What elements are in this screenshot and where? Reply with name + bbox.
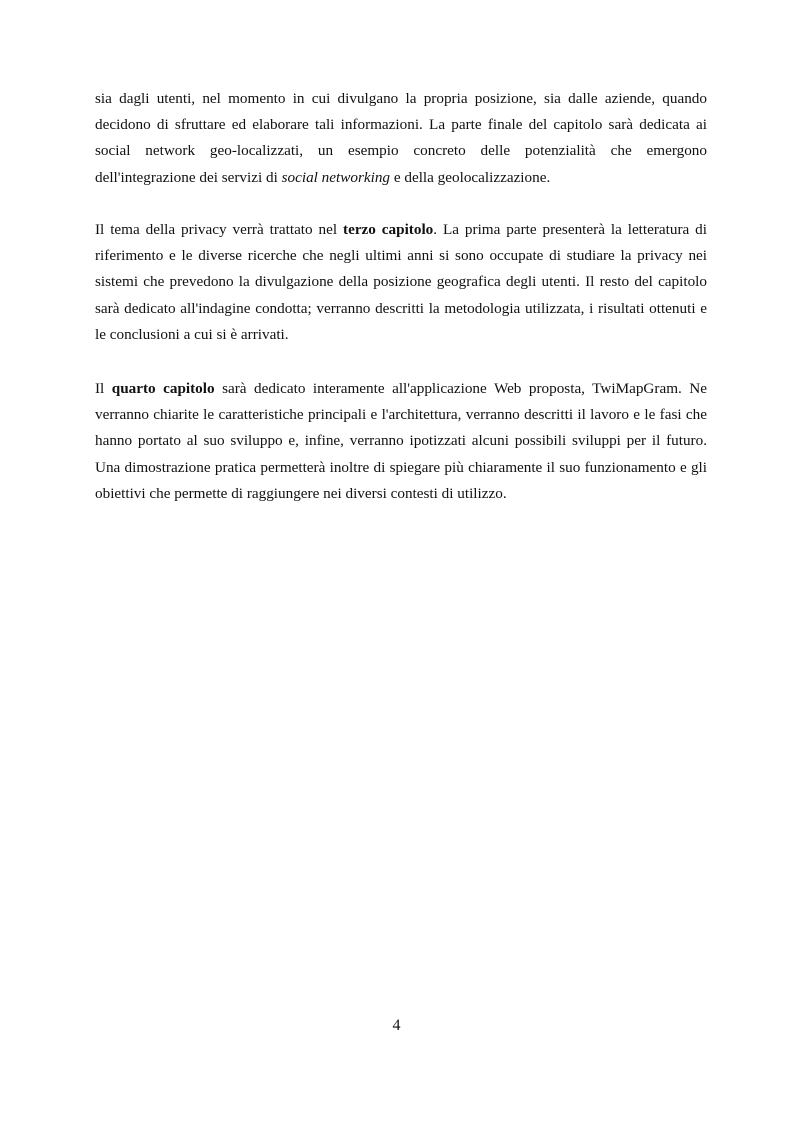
paragraph-text: . La prima parte presenterà la letteratura di riferimento e le diverse ricerche che negli ultimi anni si sono occupate di studiare la privacy nei sistemi che prevedono la divulgazione della posizione geografica degli utenti. Il resto del capitolo sarà dedicato all'indagine condotta; verranno descritti la metodologia utilizzata, i risultati ottenuti e le conclusioni a cui si è arrivati. [95, 221, 707, 343]
paragraph-text: sia dagli utenti, nel momento in cui divulgano la propria posizione, sia dalle aziende, quando decidono di sfruttare ed elaborare tali informazioni. La parte finale del capitolo sarà dedicata ai social network geo-localizzati, un esempio concreto delle potenzialità che emergono dell'integrazione dei servizi di [95, 90, 707, 186]
paragraph-third-chapter [95, 217, 707, 348]
paragraph-fourth-chapter [95, 376, 707, 507]
paragraph-social-network [95, 86, 707, 191]
italic-term: social networking [281, 168, 391, 186]
paragraph-text: sarà dedicato interamente all'applicazione Web proposta, TwiMapGram. Ne verranno chiarite le caratteristiche principali e l'architettura, verranno descritti il lavoro e le fasi che hanno portato al suo sviluppo e, infine, verranno ipotizzati alcuni possibili sviluppi per il futuro. Una dimostrazione pratica permetterà inoltre di spiegare più chiaramente il suo funzionamento e gli obiettivi che permette di raggiungere nei diversi contesti di utilizzo. [95, 380, 707, 502]
paragraph-text: Il [95, 380, 112, 397]
paragraph-text: e della geolocalizzazione. [390, 168, 551, 186]
page-number: 4 [392, 1017, 401, 1034]
bold-term: terzo capitolo [343, 221, 434, 238]
bold-term: quarto capitolo [111, 380, 215, 397]
paragraph-text: Il tema della privacy verrà trattato nel [95, 221, 344, 238]
